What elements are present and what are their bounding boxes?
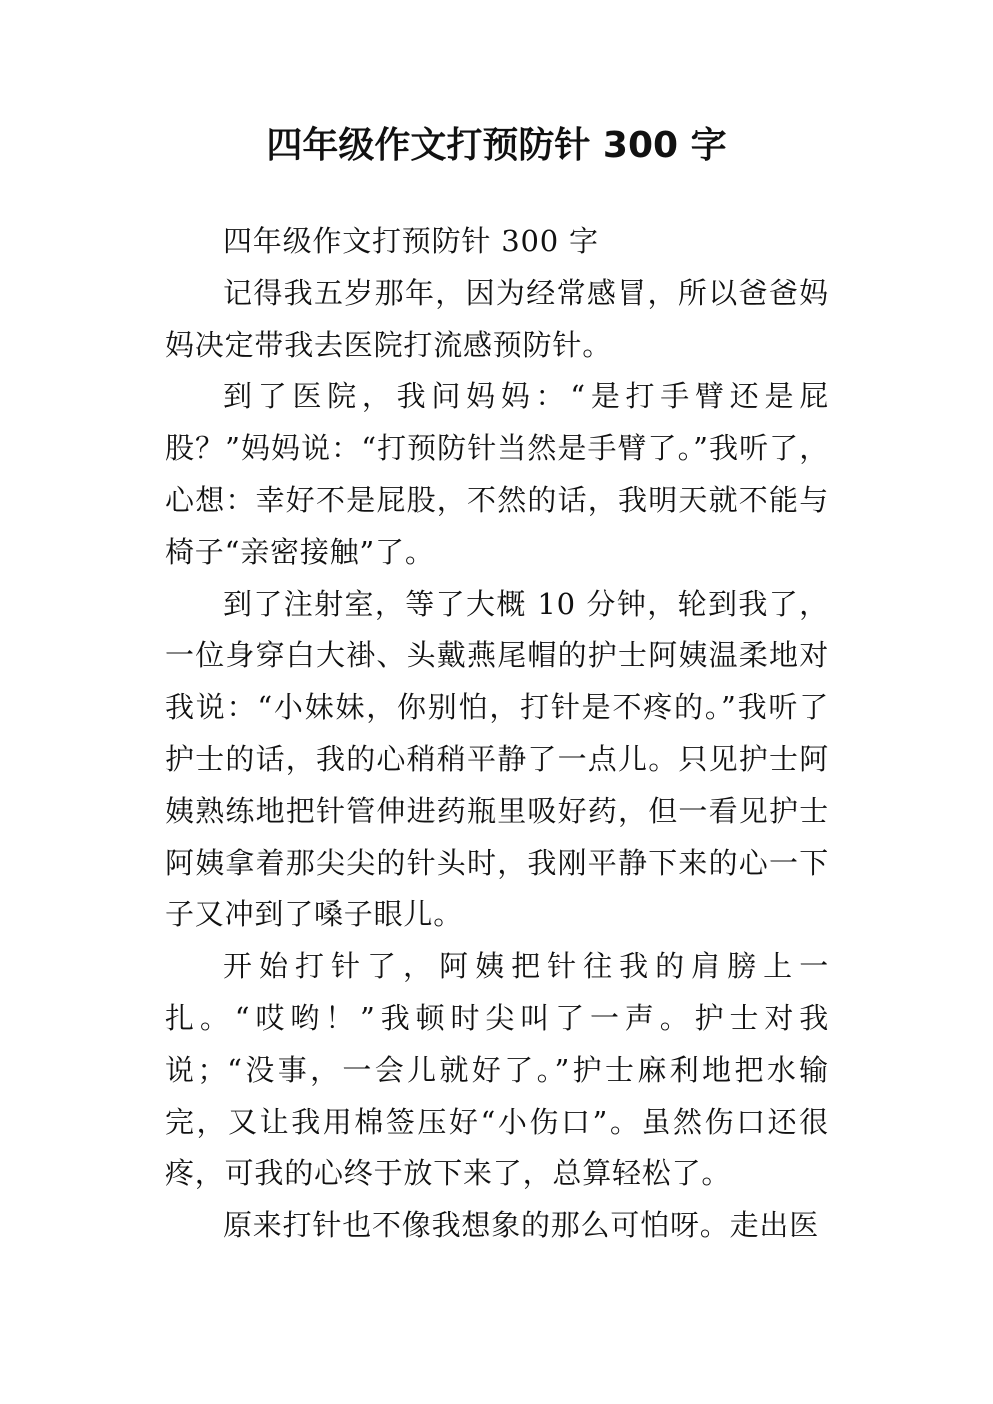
paragraph: 到了医院，我问妈妈：“是打手臂还是屁股？”妈妈说：“打预防针当然是手臂了。”我听了，心想：幸好不是屁股，不然的话，我明天就不能与椅子“亲密接触”了。 [165, 379, 829, 569]
document-body [165, 216, 829, 1252]
paragraph: 记得我五岁那年，因为经常感冒，所以爸爸妈妈决定带我去医院打流感预防针。 [165, 275, 829, 362]
document-title: 四年级作文打预防针 300 字 [266, 125, 727, 166]
paragraph: 开始打针了，阿姨把针往我的肩膀上一扎。“哎哟！”我顿时尖叫了一声。护士对我说；“没事，一会儿就好了。”护士麻利地把水输完，又让我用棉签压好“小伤口”。虽然伤口还很疼，可我的心终于放下来了，总算轻松了。 [165, 949, 829, 1191]
paragraph: 到了注射室，等了大概 10 分钟，轮到我了，一位身穿白大褂、头戴燕尾帽的护士阿姨温柔地对我说：“小妹妹，你别怕，打针是不疼的。”我听了护士的话，我的心稍稍平静了一点儿。只见护士阿姨熟练地把针管伸进药瓶里吸好药，但一看见护士阿姨拿着那尖尖的针头时，我刚平静下来的心一下子又冲到了嗓子眼儿。 [165, 586, 829, 932]
paragraph: 原来打针也不像我想象的那么可怕呀。走出医 [223, 1208, 820, 1243]
paragraph-subtitle: 四年级作文打预防针 300 字 [223, 224, 599, 258]
